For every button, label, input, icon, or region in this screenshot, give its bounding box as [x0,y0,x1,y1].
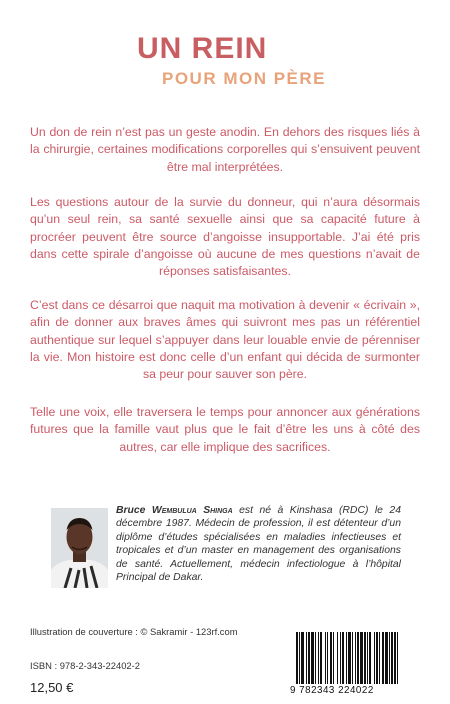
barcode-bar [355,632,356,684]
author-bio [116,504,401,584]
barcode-bar [382,632,384,684]
barcode-bar [367,632,368,684]
barcode-bar [348,632,351,684]
barcode-bar [320,632,322,684]
barcode-bar [342,632,344,684]
barcode-bar [311,632,314,684]
barcode-bar [389,632,390,684]
back-cover-paragraph-4: Telle une voix, elle traversera le temps pour annoncer aux générations futures que la famille vaut plus que le fait d’être les uns à côté des autres, car elle implique des sacrifices. [30,405,420,454]
author-last-name: Wembulua Shinga [151,505,233,516]
barcode-bar [315,632,316,684]
illustration-credit: Illustration de couverture : © Sakramir - 123rf.com [30,626,238,637]
author-portrait-illustration [51,508,108,588]
barcode-bar [306,632,307,684]
barcode-bar [325,632,326,684]
barcode-bar [346,632,347,684]
barcode-bar [301,632,304,684]
barcode-bar [374,632,375,684]
back-cover-paragraph-2: Les questions autour de la survie du donneur, qui n’aura désormais qu’un seul rein, sa santé sexuelle ainsi que sa capacité future à procréer peuvent être source d’angoisse insupportable. J’ai été pris dans cette spirale d’angoisse où aucune de mes questions n’avait de réponses satisfaisantes. [30,195,420,279]
barcode-bar [391,632,393,684]
barcode-bar [379,632,380,684]
back-cover-paragraph-3: C’est dans ce désarroi que naquit ma motivation à devenir « écrivain », afin de donner aux braves âmes qui suivront mes pas un référentiel authentique sur lequel s’appuyer dans leur louable envie de pérenniser la vie. Mon histoire est donc celle d’un enfant qui décida de surmonter sa peur pour sauver son père. [30,298,420,382]
barcode-bar [357,632,359,684]
barcode-bar [369,632,371,684]
barcode-digits: 9 782343 224022 [290,685,374,696]
barcode-bar [330,632,332,684]
barcode-bar [308,632,310,684]
book-subtitle: POUR MON PÈRE [162,69,327,88]
author-first-name: Bruce [116,505,146,516]
barcode-bar [299,632,300,684]
isbn: ISBN : 978-2-343-22402-2 [30,660,140,671]
barcode [294,632,424,684]
barcode-bar [385,632,388,684]
book-title: UN REIN [137,32,268,65]
barcode-bar [327,632,328,684]
price: 12,50 € [30,680,74,695]
barcode-bar [337,632,338,684]
barcode-bar [352,632,353,684]
author-photo [51,508,108,588]
barcode-bar [340,632,341,684]
author-bio-text: est né à Kinshasa (RDC) le 24 décembre 1987. Médecin de profession, il est détenteur d’un diplôme d’études spécialisées en maladies infectieuses et tropicales et d’un master en management des organisations de santé. Actuellement, médecin infectiologue à l’hôpital Principal de Dakar. [116,505,401,584]
barcode-bar [364,632,366,684]
barcode-bar [360,632,363,684]
barcode-bar [394,632,396,684]
barcode-bar [318,632,319,684]
back-cover-paragraph-1: Un don de rein n’est pas un geste anodin. En dehors des risques liés à la chirurgie, certaines modifications corporelles qui s’ensuivent peuvent être mal interprétées. [30,125,420,174]
barcode-bar [296,632,298,684]
barcode-bar [397,632,398,684]
barcode-bar [333,632,334,684]
barcode-bar [376,632,378,684]
